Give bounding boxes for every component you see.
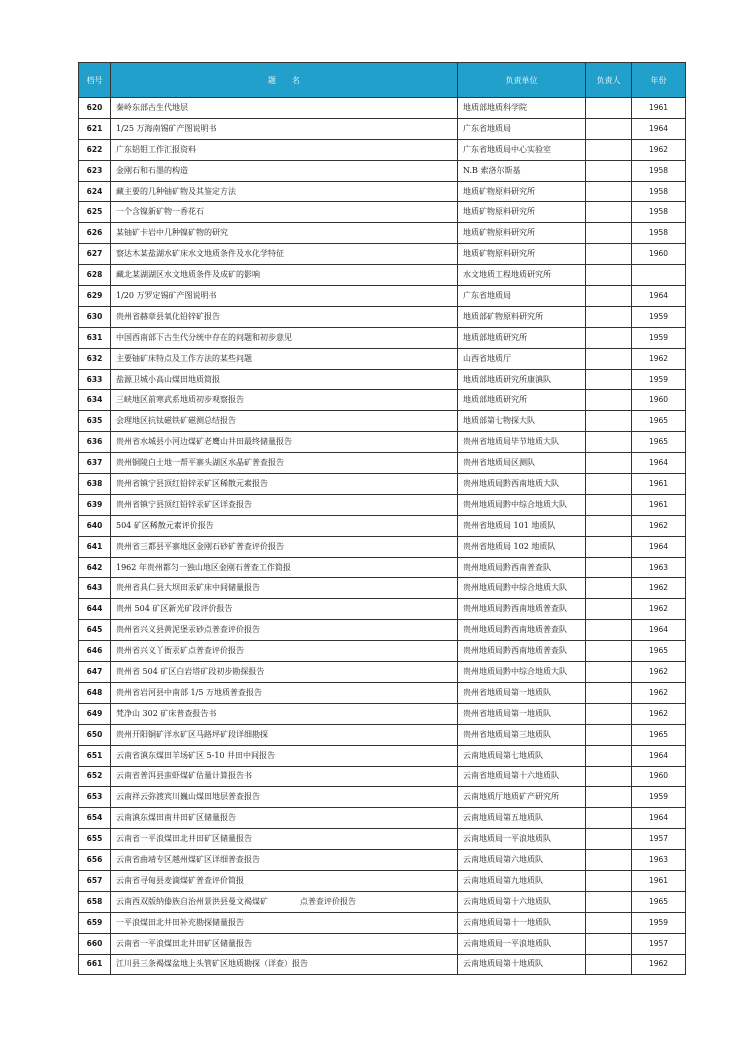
cell-title: 贵州省兴义丫衙汞矿点普查评价报告 [111, 641, 458, 662]
cell-unit: 广东省地质局 [458, 286, 586, 307]
table-row [79, 453, 686, 474]
table-row [79, 703, 686, 724]
cell-no: 628 [79, 265, 111, 286]
cell-title: 会理地区抗钛磁铁矿磁测总结报告 [111, 411, 458, 432]
cell-person [586, 662, 632, 683]
cell-no: 646 [79, 641, 111, 662]
cell-unit: 云南地质局第七地质队 [458, 745, 586, 766]
table-row [79, 432, 686, 453]
table-row [79, 348, 686, 369]
cell-no: 629 [79, 286, 111, 307]
cell-title: 云南省曲靖专区越州煤矿区详细普查报告 [111, 850, 458, 871]
cell-unit: 地质矿物原料研究所 [458, 181, 586, 202]
cell-title: 云南滇东煤田南井田矿区储量报告 [111, 808, 458, 829]
cell-unit: N.B 索洛尔斯基 [458, 160, 586, 181]
cell-person [586, 766, 632, 787]
cell-year: 1962 [632, 703, 686, 724]
cell-no: 658 [79, 891, 111, 912]
cell-unit: 地质部地质研究所康滇队 [458, 369, 586, 390]
cell-title: 藏主要的几种铀矿物及其鉴定方法 [111, 181, 458, 202]
cell-person [586, 244, 632, 265]
cell-title: 某铀矿卡岩中几种镍矿物的研究 [111, 223, 458, 244]
cell-person [586, 933, 632, 954]
table-row [79, 160, 686, 181]
cell-year: 1959 [632, 787, 686, 808]
cell-title: 藏北某湖湖区水文地质条件及成矿的影响 [111, 265, 458, 286]
cell-person [586, 390, 632, 411]
cell-no: 624 [79, 181, 111, 202]
cell-unit: 地质矿物原料研究所 [458, 223, 586, 244]
table-row [79, 870, 686, 891]
cell-year: 1962 [632, 348, 686, 369]
table-row [79, 766, 686, 787]
table-row [79, 244, 686, 265]
cell-no: 657 [79, 870, 111, 891]
table-row [79, 515, 686, 536]
cell-no: 636 [79, 432, 111, 453]
cell-unit: 贵州省地质局第一地质队 [458, 703, 586, 724]
archive-catalog-page [78, 62, 685, 975]
cell-year: 1961 [632, 494, 686, 515]
cell-no: 655 [79, 829, 111, 850]
table-row [79, 118, 686, 139]
cell-year: 1962 [632, 578, 686, 599]
cell-title: 云南省一平浪煤田北井田矿区储量报告 [111, 933, 458, 954]
cell-person [586, 829, 632, 850]
cell-year: 1961 [632, 474, 686, 495]
cell-person [586, 474, 632, 495]
cell-no: 622 [79, 139, 111, 160]
table-row [79, 327, 686, 348]
cell-unit: 贵州省地质局第一地质队 [458, 682, 586, 703]
cell-year: 1959 [632, 306, 686, 327]
cell-unit: 贵州地质局黔西南地质普查队 [458, 641, 586, 662]
cell-unit: 云南地质厅地质矿产研究所 [458, 787, 586, 808]
cell-year: 1965 [632, 432, 686, 453]
cell-title: 贵州省岩河县中南部 1/5 万地质普查报告 [111, 682, 458, 703]
cell-year: 1965 [632, 724, 686, 745]
cell-unit: 地质部第七物探大队 [458, 411, 586, 432]
cell-year: 1963 [632, 850, 686, 871]
cell-person [586, 453, 632, 474]
cell-unit: 云南地质局第九地质队 [458, 870, 586, 891]
cell-person [586, 682, 632, 703]
table-row [79, 745, 686, 766]
cell-unit: 地质部地质研究所 [458, 327, 586, 348]
table-row [79, 98, 686, 119]
cell-year: 1959 [632, 912, 686, 933]
cell-no: 644 [79, 599, 111, 620]
cell-unit: 山西省地质厅 [458, 348, 586, 369]
cell-year: 1959 [632, 369, 686, 390]
cell-year: 1961 [632, 870, 686, 891]
table-row [79, 641, 686, 662]
cell-title: 一平浪煤田北井田补充勘探储量报告 [111, 912, 458, 933]
cell-unit: 地质矿物原料研究所 [458, 202, 586, 223]
cell-year: 1960 [632, 766, 686, 787]
cell-no: 620 [79, 98, 111, 119]
cell-person [586, 181, 632, 202]
table-row [79, 912, 686, 933]
cell-no: 645 [79, 620, 111, 641]
table-body [79, 98, 686, 975]
cell-no: 626 [79, 223, 111, 244]
table-row [79, 557, 686, 578]
cell-no: 640 [79, 515, 111, 536]
cell-year: 1964 [632, 453, 686, 474]
table-row [79, 933, 686, 954]
cell-person [586, 223, 632, 244]
cell-unit: 地质部地质研究所 [458, 390, 586, 411]
table-header [79, 63, 686, 98]
cell-unit: 云南地质局第六地质队 [458, 850, 586, 871]
cell-no: 659 [79, 912, 111, 933]
cell-person [586, 494, 632, 515]
cell-title: 梵净山 302 矿床普查报告书 [111, 703, 458, 724]
cell-unit: 地质矿物原料研究所 [458, 244, 586, 265]
cell-no: 653 [79, 787, 111, 808]
table-row [79, 202, 686, 223]
cell-person [586, 160, 632, 181]
cell-no: 660 [79, 933, 111, 954]
header-unit: 负责单位 [458, 63, 586, 98]
cell-title: 贵州省赫章县氧化铅锌矿报告 [111, 306, 458, 327]
cell-year: 1962 [632, 139, 686, 160]
cell-title: 贵州省三都县平寨地区金刚石砂矿普查评价报告 [111, 536, 458, 557]
cell-person [586, 286, 632, 307]
cell-person [586, 954, 632, 975]
cell-no: 638 [79, 474, 111, 495]
table-row [79, 536, 686, 557]
cell-unit: 贵州地质局黔西南地质普查队 [458, 599, 586, 620]
table-row [79, 265, 686, 286]
cell-person [586, 265, 632, 286]
cell-title: 贵州省具仁县大坝田汞矿床中间储量报告 [111, 578, 458, 599]
cell-unit: 云南地质局第十一地质队 [458, 912, 586, 933]
cell-year: 1965 [632, 641, 686, 662]
cell-person [586, 557, 632, 578]
cell-unit: 广东省地质局 [458, 118, 586, 139]
cell-unit: 贵州省地质局 102 地质队 [458, 536, 586, 557]
table-row [79, 724, 686, 745]
cell-no: 627 [79, 244, 111, 265]
cell-year: 1965 [632, 891, 686, 912]
cell-person [586, 536, 632, 557]
cell-no: 654 [79, 808, 111, 829]
cell-person [586, 870, 632, 891]
cell-person [586, 578, 632, 599]
cell-person [586, 432, 632, 453]
table-row [79, 682, 686, 703]
header-title: 题 名 [111, 63, 458, 98]
cell-title: 主要铀矿床特点及工作方法的某些问题 [111, 348, 458, 369]
cell-title: 504 矿区稀散元素评价报告 [111, 515, 458, 536]
cell-person [586, 641, 632, 662]
cell-title: 贵州省镇宁县顶红铅锌汞矿区详查报告 [111, 494, 458, 515]
cell-year [632, 265, 686, 286]
cell-title: 贵州 504 矿区新光矿段评价报告 [111, 599, 458, 620]
cell-no: 635 [79, 411, 111, 432]
cell-person [586, 98, 632, 119]
cell-title: 江川县三条褐煤盆地上头管矿区地质勘探（详查）报告 [111, 954, 458, 975]
cell-year: 1962 [632, 662, 686, 683]
cell-no: 631 [79, 327, 111, 348]
cell-title: 察达木某盐湖水矿床水文地质条件及水化学特征 [111, 244, 458, 265]
cell-year: 1958 [632, 202, 686, 223]
header-no: 档号 [79, 63, 111, 98]
cell-no: 642 [79, 557, 111, 578]
cell-year: 1964 [632, 286, 686, 307]
cell-person [586, 369, 632, 390]
cell-person [586, 411, 632, 432]
table-row [79, 390, 686, 411]
cell-year: 1958 [632, 223, 686, 244]
cell-title: 三峡地区前寒武系地质初步观察报告 [111, 390, 458, 411]
cell-no: 647 [79, 662, 111, 683]
cell-unit: 地质部矿物原料研究所 [458, 306, 586, 327]
table-row [79, 578, 686, 599]
cell-title: 广东铝钼工作汇报资料 [111, 139, 458, 160]
cell-no: 656 [79, 850, 111, 871]
table-row [79, 369, 686, 390]
cell-unit: 贵州地质局黔西南地质普查队 [458, 620, 586, 641]
cell-title: 贵州铜陵白土地一帮平寨头湖区水晶矿普查报告 [111, 453, 458, 474]
cell-unit: 贵州省地质局 101 地质队 [458, 515, 586, 536]
cell-no: 652 [79, 766, 111, 787]
cell-title: 1962 年贵州都匀一独山地区金刚石普查工作简报 [111, 557, 458, 578]
cell-year: 1959 [632, 327, 686, 348]
cell-unit: 贵州地质局黔西南地质大队 [458, 474, 586, 495]
cell-year: 1962 [632, 515, 686, 536]
cell-no: 650 [79, 724, 111, 745]
table-row [79, 662, 686, 683]
cell-person [586, 808, 632, 829]
cell-unit: 云南地质局一平浪地质队 [458, 933, 586, 954]
cell-title: 贵州开阳铜矿洋水矿区马路坪矿段详细勘探 [111, 724, 458, 745]
cell-no: 643 [79, 578, 111, 599]
table-row [79, 494, 686, 515]
cell-unit: 贵州地质局黔中综合地质大队 [458, 578, 586, 599]
cell-unit: 广东省地质局中心实验室 [458, 139, 586, 160]
cell-title: 秦岭东部古生代地层 [111, 98, 458, 119]
cell-unit: 云南地质局第五地质队 [458, 808, 586, 829]
table-row [79, 411, 686, 432]
table-row [79, 286, 686, 307]
cell-unit: 贵州地质局黔中综合地质大队 [458, 494, 586, 515]
table-row [79, 223, 686, 244]
cell-person [586, 139, 632, 160]
cell-person [586, 745, 632, 766]
cell-title: 云南省普洱县蛮虾煤矿估量计算报告书 [111, 766, 458, 787]
cell-person [586, 515, 632, 536]
cell-year: 1962 [632, 682, 686, 703]
cell-no: 625 [79, 202, 111, 223]
cell-unit: 贵州地质局黔西南普查队 [458, 557, 586, 578]
cell-year: 1960 [632, 390, 686, 411]
cell-person [586, 703, 632, 724]
cell-person [586, 891, 632, 912]
cell-title: 云南西双版纳傣族自治州景洪县曼文褐煤矿 点普查评价报告 [111, 891, 458, 912]
cell-year: 1964 [632, 620, 686, 641]
cell-year: 1964 [632, 745, 686, 766]
cell-title: 盐源卫城小高山煤田地质简报 [111, 369, 458, 390]
header-year: 年份 [632, 63, 686, 98]
cell-unit: 云南省地质局第十六地质队 [458, 766, 586, 787]
cell-person [586, 912, 632, 933]
cell-year: 1962 [632, 599, 686, 620]
cell-title: 云南省滇东煤田羊场矿区 5-10 井田中间报告 [111, 745, 458, 766]
cell-person [586, 327, 632, 348]
cell-unit: 水文地质工程地质研究所 [458, 265, 586, 286]
table-row [79, 181, 686, 202]
table-row [79, 829, 686, 850]
cell-no: 661 [79, 954, 111, 975]
cell-year: 1964 [632, 118, 686, 139]
cell-year: 1964 [632, 808, 686, 829]
cell-person [586, 620, 632, 641]
cell-no: 637 [79, 453, 111, 474]
cell-no: 639 [79, 494, 111, 515]
cell-unit: 贵州地质局黔中综合地质大队 [458, 662, 586, 683]
cell-person [586, 348, 632, 369]
table-row [79, 787, 686, 808]
cell-unit: 云南地质局一平浪地质队 [458, 829, 586, 850]
cell-no: 648 [79, 682, 111, 703]
cell-title: 1/25 万海南锡矿产图说明书 [111, 118, 458, 139]
cell-title: 贵州省 504 矿区白岩塔矿段初步勘探报告 [111, 662, 458, 683]
cell-unit: 云南地质局第十六地质队 [458, 891, 586, 912]
table-row [79, 954, 686, 975]
cell-no: 649 [79, 703, 111, 724]
cell-year: 1961 [632, 98, 686, 119]
cell-unit: 云南地质局第十地质队 [458, 954, 586, 975]
cell-year: 1958 [632, 181, 686, 202]
cell-year: 1963 [632, 557, 686, 578]
cell-no: 632 [79, 348, 111, 369]
table-row [79, 891, 686, 912]
cell-year: 1965 [632, 411, 686, 432]
cell-unit: 贵州省地质局毕节地质大队 [458, 432, 586, 453]
cell-person [586, 306, 632, 327]
cell-title: 1/20 万罗定锡矿产图说明书 [111, 286, 458, 307]
cell-year: 1957 [632, 933, 686, 954]
cell-year: 1960 [632, 244, 686, 265]
cell-title: 云南省一平浪煤田北井田矿区储量报告 [111, 829, 458, 850]
cell-title: 金刚石和石墨的构造 [111, 160, 458, 181]
table-row [79, 850, 686, 871]
cell-person [586, 202, 632, 223]
cell-unit: 地质部地质科学院 [458, 98, 586, 119]
table-row [79, 306, 686, 327]
cell-year: 1962 [632, 954, 686, 975]
cell-person [586, 787, 632, 808]
cell-title: 贵州省水城县小河边煤矿老鹰山井田最终储量报告 [111, 432, 458, 453]
cell-person [586, 599, 632, 620]
cell-year: 1958 [632, 160, 686, 181]
cell-unit: 贵州省地质局区测队 [458, 453, 586, 474]
table-row [79, 620, 686, 641]
cell-person [586, 118, 632, 139]
table-row [79, 474, 686, 495]
cell-no: 634 [79, 390, 111, 411]
cell-title: 云南省寻甸县麦滴煤矿普查评价简报 [111, 870, 458, 891]
cell-unit: 贵州省地质局第三地质队 [458, 724, 586, 745]
table-row [79, 808, 686, 829]
cell-person [586, 850, 632, 871]
cell-title: 中国西南部下古生代分统中存在的问题和初步意见 [111, 327, 458, 348]
table-row [79, 139, 686, 160]
cell-no: 651 [79, 745, 111, 766]
cell-year: 1957 [632, 829, 686, 850]
cell-no: 630 [79, 306, 111, 327]
cell-year: 1964 [632, 536, 686, 557]
cell-no: 621 [79, 118, 111, 139]
cell-title: 贵州省镇宁县顶红铅锌汞矿区稀散元素报告 [111, 474, 458, 495]
cell-person [586, 724, 632, 745]
table-row [79, 599, 686, 620]
header-person: 负责人 [586, 63, 632, 98]
cell-title: 一个含镍新矿物一香花石 [111, 202, 458, 223]
archive-table [78, 62, 686, 975]
cell-title: 贵州省兴义县黄泥堡汞砂点普查评价报告 [111, 620, 458, 641]
cell-title: 云南祥云弥渡宾川巍山煤田地层普查报告 [111, 787, 458, 808]
cell-no: 623 [79, 160, 111, 181]
cell-no: 633 [79, 369, 111, 390]
cell-no: 641 [79, 536, 111, 557]
